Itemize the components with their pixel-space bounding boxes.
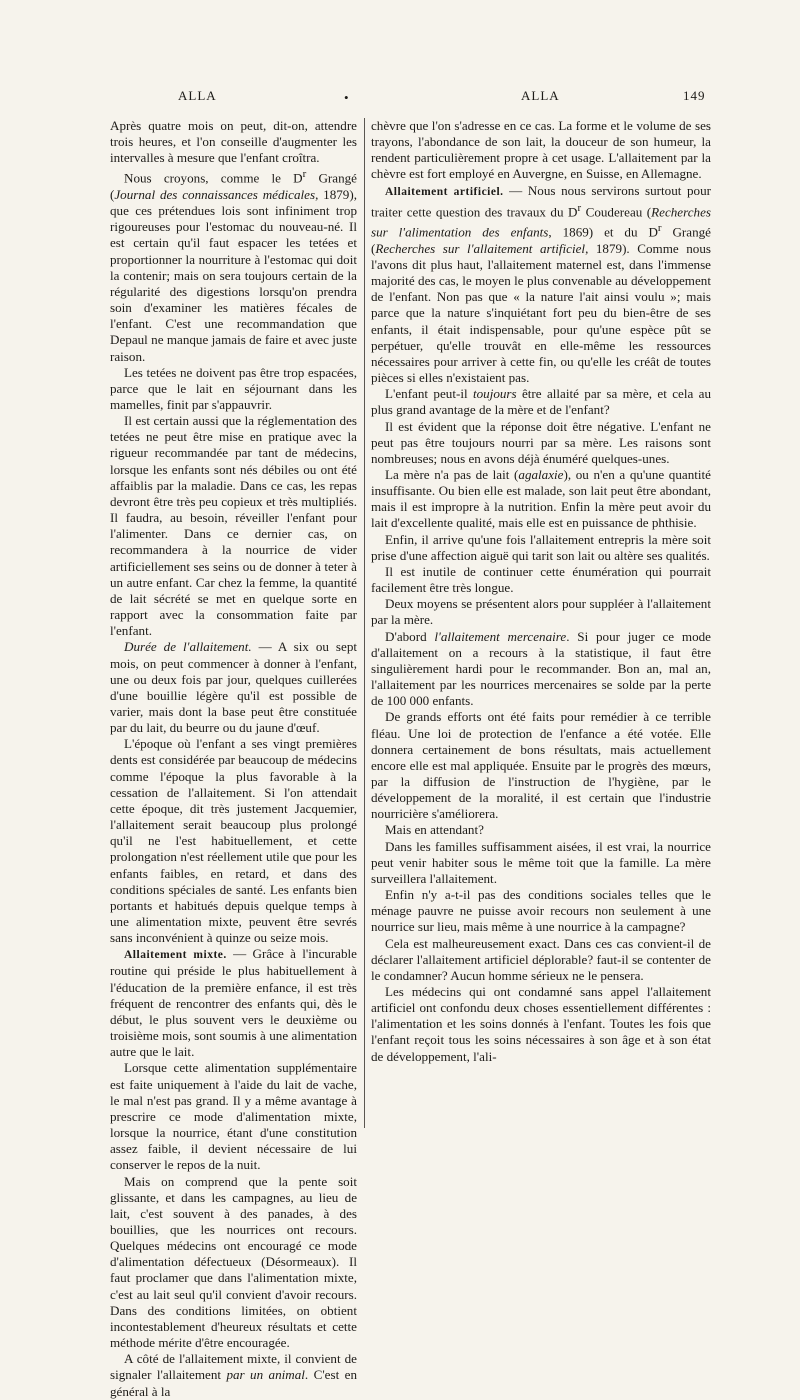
paragraph: Lorsque cette alimentation supplémentaire est faite uniquement à l'aide du lait de vache, le mal n'est pas grand. Il y a même avantage à prescrire ce mode d'alimentation mixte, lorsque la nourrice, étant d'une constitution assez faible, il devient nécessaire de lui conserver le repos de la nuit.	[110, 1060, 357, 1173]
right-column	[371, 118, 711, 1065]
header-ornament: •	[344, 90, 350, 105]
paragraph: Nous croyons, comme le $D^r$ Grangé (Journal des connaissances médicales, 1879), que ces prétendues lois sont infiniment trop rigoureuses pour l'estomac du nouveau-né. Il est certain qu'il faut espacer les tetées et proportionner la nourriture à l'estomac qui doit la contenir; mais on sera toujours certain de la régularité des digestions lorsqu'on prendra soin d'examiner les matières fécales de l'enfant. C'est une recommandation que Depaul ne manque jamais de faire et avec juste raison.	[110, 168, 357, 364]
paragraph: Il est certain aussi que la réglementation des tetées ne peut être mise en pratique avec la rigueur recommandée par tant de médecins, lorsque les enfants sont nés débiles ou ont été affaiblis par la maladie. Dans ce cas, les repas devront être très peu copieux et très multipliés. Il faudra, au besoin, réveiller l'enfant pour l'alimenter. Dans ce dernier cas, on recommandera à la nourrice de vider artificiellement ses seins ou de donner à teter à un autre enfant. Car chez la femme, la quantité de lait sécrété se met en quelque sorte en rapport avec la consommation faite par l'enfant.	[110, 413, 357, 639]
column-rule	[364, 118, 365, 1128]
section-heading: Allaitement mixte.	[124, 949, 227, 962]
paragraph: Les médecins qui ont condamné sans appel l'allaitement artificiel ont confondu deux choses essentiellement différentes : l'alimentation et les soins donnés à l'enfant. Toutes les fois que l'enfant reçoit tous les soins nécessaires à son âge et à son état de développement, l'ali-	[371, 984, 711, 1064]
paragraph: L'enfant peut-il toujours être allaité par sa mère, et cela au plus grand avantage de la mère et de l'enfant?	[371, 386, 711, 418]
paragraph: L'époque où l'enfant a ses vingt premières dents est considérée par beaucoup de médecins comme l'époque la plus favorable à la cessation de l'allaitement. Si l'on attendait cette époque, dit très justement Jacquemier, l'allaitement serait beaucoup plus prolongé qu'il ne l'est habituellement, et cette prolongation n'est réellement utile que pour les enfants faibles, en retard, et dans des conditions spéciales de santé. Les enfants bien portants et habitués depuis quelque temps à une alimentation mixte, peuvent être sevrés sans inconvénient à quinze ou seize mois.	[110, 736, 357, 946]
paragraph: chèvre que l'on s'adresse en ce cas. La forme et le volume de ses trayons, l'abondance de son lait, la douceur de son humeur, la rendent particulièrement propre à cet usage. L'allaitement par la chèvre est fort employé en Auvergne, en Suisse, en Allemagne.	[371, 118, 711, 182]
paragraph: Durée de l'allaitement. — A six ou sept mois, on peut commencer à donner à l'enfant, une ou deux fois par jour, quelques cuillerées d'une bouillie légère qu'il est possible de varier, mais dont la base peut être constituée par du lait, du beurre ou du jaune d'œuf.	[110, 639, 357, 736]
paragraph: Enfin, il arrive qu'une fois l'allaitement entrepris la mère soit prise d'une affection aiguë qui tarit son lait ou altère ses qualités.	[371, 531, 711, 563]
paragraph: Allaitement mixte. — Grâce à l'incurable routine qui préside le plus habituellement à l'éducation de la première enfance, il est très fréquent de rencontrer des enfants qui, dès le début, le plus souvent vers le deuxième ou troisième mois, sont soumis à une alimentation autre que le lait.	[110, 946, 357, 1060]
section-heading: Allaitement artificiel.	[385, 185, 504, 198]
section-heading: Durée de l'allaitement.	[124, 639, 252, 655]
left-column	[110, 118, 357, 1400]
paragraph: Il est inutile de continuer cette énumération qui pourrait facilement être très longue.	[371, 563, 711, 596]
page-number: 149	[683, 88, 706, 103]
paragraph: Il est évident que la réponse doit être négative. L'enfant ne peut pas être toujours nourri par sa mère. Les raisons sont nombreuses; nous en avons déjà énuméré quelques-unes.	[371, 418, 711, 466]
paragraph: Les tetées ne doivent pas être trop espacées, parce que le lait en séjournant dans les mamelles, finit par s'appauvrir.	[110, 364, 357, 413]
paragraph: Dans les familles suffisamment aisées, il est vrai, la nourrice peut venir habiter sous le même toit que la famille. La mère surveillera l'allaitement.	[371, 838, 711, 886]
paragraph: Après quatre mois on peut, dit-on, attendre trois heures, et l'on conseille d'augmenter les intervalles à mesure que l'enfant croîtra.	[110, 118, 357, 166]
paragraph: A côté de l'allaitement mixte, il convient de signaler l'allaitement par un animal. C'est en général à la	[110, 1351, 357, 1399]
paragraph: Enfin n'y a-t-il pas des conditions sociales telles que le ménage pauvre ne puisse avoir recours non seulement à une nourrice sur lieu, mais même à une nourrice à la campagne?	[371, 887, 711, 935]
paragraph: Mais en attendant?	[385, 822, 484, 838]
paragraph: Cela est malheureusement exact. Dans ces cas convient-il de déclarer l'allaitement artificiel déplorable? faut-il se contenter de le condamner? Aucun homme sérieux ne le pensera.	[371, 935, 711, 983]
paragraph: La mère n'a pas de lait (agalaxie), ou n'en a qu'une quantité insuffisante. Ou bien elle est malade, son lait peut être abondant, mais il est impropre à la nutrition. Enfin la mère peut avoir du lait d'excellente qualité, mais elle est en puissance de phthisie.	[371, 467, 711, 531]
running-head-right: ALLA	[521, 88, 560, 103]
paragraph: Allaitement artificiel. — Nous nous servirons surtout pour traiter cette question des travaux du $D^r$ Coudereau (Recherches sur l'alimentation des enfants, 1869) et du $D^r$ Grangé (Recherches sur l'allaitement artificiel, 1879). Comme nous l'avons dit plus haut, l'allaitement maternel est, dans l'immense majorité des cas, le moyen le plus convenable au développement de l'enfant. Non pas que « la nature l'ait ainsi voulu »; mais parce que la nature s'inquiétant fort peu du bien-être de ses enfants, il était indispensable, pour qu'une espèce pût se perpétuer, qu'elle trouvât en elle-même les ressources nécessaires pour arriver à cette fin, ou qu'elle les créât de toutes pièces si elles n'existaient pas.	[371, 182, 711, 386]
paragraph: De grands efforts ont été faits pour remédier à ce terrible fléau. Une loi de protection de l'enfance a été votée. Elle donnera certainement de bons résultats, mais actuellement encore elle est mal appliquée. Ensuite par le progrès des mœurs, par la diffusion de l'instruction de l'hygiène, par le développement de la moralité, il est certain que l'industrie nourricière s'améliorera.	[371, 709, 711, 822]
running-head-left: ALLA	[178, 88, 217, 103]
paragraph: Deux moyens se présentent alors pour suppléer à l'allaitement par la mère.	[371, 596, 711, 628]
paragraph: D'abord l'allaitement mercenaire. Si pour juger ce mode d'allaitement on a recours à la statistique, il faut être singulièrement hardi pour le recommander. Bon an, mal an, l'allaitement par les nourrices mercenaires se solde par la perte de 100 000 enfants.	[371, 628, 711, 709]
paragraph: Mais on comprend que la pente soit glissante, et dans les campagnes, au lieu de lait, c'est souvent à des panades, à des bouillies, que les nourrices ont recours. Quelques médecins ont encouragé ce mode d'alimentation défectueux (Désormeaux). Il faut proclamer que dans l'alimentation mixte, c'est au lait seul qu'il convient d'avoir recours. Dans des conditions limitées, on obtient incontestablement d'heureux résultats et cette méthode mérite d'être encouragée.	[110, 1173, 357, 1351]
